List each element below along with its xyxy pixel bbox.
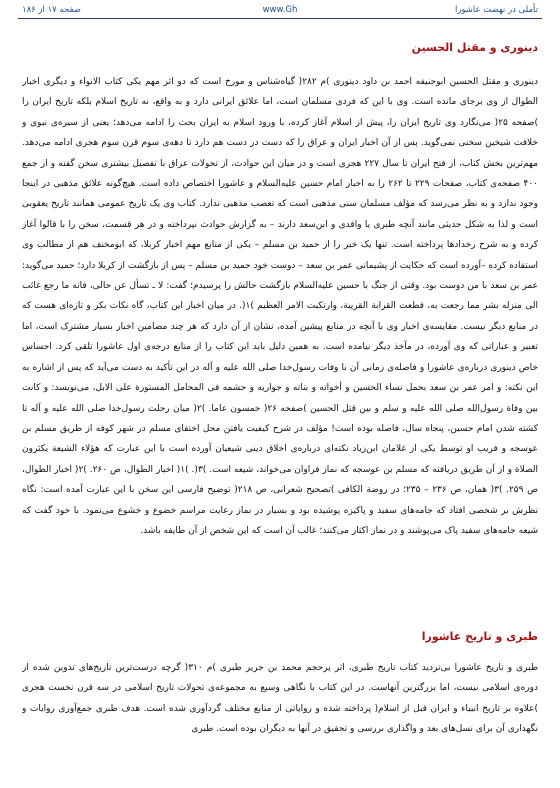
book-title: تأملی در نهضت عاشورا	[454, 5, 538, 15]
section-paragraph-tabari: طبری و تاریخ عاشورا بی‌تردید کتاب تاریخ طبری، اثر پرحجم محمد بن جریر طبری )م ۳۱۰( گرچه درست‌ترین تاریخ‌های تدوین شده از دوره‌ی اسلامی نیست، اما بزرگترین آنهاست. در این کتاب با نگاهی وسیع به مجموعه‌ی تحولات تاریخ اسلامی در سه قرن نخست هجری )علاوه بر تاریخ انبیاء و ایران قبل از اسلام( پرداخته شده و روایاتی از منابع مختلف گردآوری شده است. هدف طبری جمع‌آوری روایات و نگهداری آن برای نسل‌های بعد و واگذاری بررسی و تحقیق در آنها به دیگران بوده است. طبری	[22, 663, 538, 735]
header-divider	[18, 18, 542, 19]
section-paragraph-dinawari: دینوری و مقتل الحسین ابوحنیفه احمد بن داود دینوری )م ۲۸۲( گیاه‌شناس و مورخ است که دو اثر مهم یکی کتاب الانواء و دیگری اخبار الطوال از وی برجای مانده است. وی با این که فردی مسلمان است، اما علائق ایرانی دارد و به واقع، نه تاریخ اسلام بلکه تاریخ ایران را )صفحه ۲۵( می‌نگارد وی تاریخ ایران را، پیش از اسلام آغاز کرده، با ورود اسلام به ایران بحث را ادامه می‌دهد؛ یعنی از سیره‌ی نبوی و خلافت شیخین سخنی نمی‌گوید. پس از آن اخبار ایران و عراق را که دست در دست هم دارد تا دهه‌ی سوم قرن سوم هجری ادامه می‌دهد. مهم‌ترین بخش کتاب، از فتح ایران تا سال ۲۲۷ هجری است و در میان این حوادث، از تحولات عراق با تفصیل بیشتری سخن گفته و از جمع ۴۰۰ صفحه‌ی کتاب، صفحات ۲۲۹ تا ۲۶۲ را به اخبار امام حسین علیه‌السلام و عاشورا اختصاص داده است. هیچ‌گونه علائق مذهبی در اینجا وجود ندارد و به نظر می‌رسد که مؤلف مسلمان سنی مذهبی است که تعصب مذهبی ندارد. کتاب وی یک تاریخ عمومی همانند تاریخ یعقوبی است و لذا به شکل حدیثی مانند آنچه طبری یا واقدی و ابن‌سعد دارند – به گزارش حوادث نپرداخته و در هر قسمت، سخن را با قالوا آغاز کرده و به شرح رخدادها پرداخته است. تنها یک خبر را از حمید بن مسلم – یکی از منابع مهم اخبار کربلا، که ابومخنف هم از مطالب وی استفاده کرده –آورده است که حکایت از پشیمانی عمر بن سعد – دوست خود حمید بن مسلم – پس از بازگشت از کربلا دارد؛ حمید می‌گوید: عمر بن سعد با من دوست بود. وقتی از جنگ با حسین علیه‌السلام بازگشت حالش را پرسیدم؛ گفت: لا ـ تسأل عن حالی، فانه ما رجع غائب الی منزله بشر مما رجعت به، قطعت القرابة القریبة، وارتکبت الامر العظیم )۱(. در میان اخبار این کتاب، گاه نکات بکر و تازه‌ای هست که در منابع دیگر نیست. مقایسه‌ی اخبار وی با آنچه در منابع پیشین آمده، نشان از آن دارد که هر چند مضامین اخبار بسیار مشترک است، اما تعبیر و عباراتی که وی آورده، در مآخذ دیگر نیامده است. به همین دلیل باید این کتاب را از منابع درجه‌ی اول عاشورا تلقی کرد. احساس خاص دینوری درباره‌ی عاشورا و فاصله‌ی زمانی آن با وفات رسول‌خدا صلی الله علیه و آله در این تأکید به دست می‌آید که پس از اشاره به این نکته: و امر عمر بن سعد بحمل نساء الحسین و أخواته و بناته و جواریه و حشمه فی المحامل المستورة علی الابل، می‌نویسد: و کانت بین وفاة رسول‌الله صلی الله علیه و سلم و بین قتل الحسین )صفحه ۲۶( خمسون عاما. )۲( میان رحلت رسول‌خدا صلی الله علیه و آله تا کشته شدن امام حسین، پنجاه سال، فاصله بوده است! مؤلف در شرح کیفیت یافتن محل اختفای مسلم در شهر کوفه از طریق مسلم بن عوسجه و فریب او توسط یکی از غلامان ابن‌زیاد نکته‌ای درباره‌ی اخلاق دینی شیعیان آورده است با این عبارت که هؤلاء الشیعة یکثرون الصلاة و از آن طریق دریافته که مسلم بن عوسجه که نماز فراوان می‌خواند، شیعه است. )۳(. )۱( اخبار الطوال، ص ۲۶۰. )۲( اخبار الطوال، ص ۲۵۹. )۳( همان، ص ۲۳۶ – ۲۳۵؛ در روضة الکافی )تصحیح شعرانی، ص ۲۱۸( توضیح فارسی این سخن با این عبارت آمده است: نگاه نظرش بر شخصی افتاد که جامه‌های سفید و پاکیزه پوشیده بود و بسیار در نماز رعایت مراسم خضوع و خشوع می‌نمود. با خود گفت که شیعه جامه‌های سفید پاک می‌پوشند و در نماز اکثار می‌کنند؛ غالب آن است که این شخص از آن طایفه باشد.	[22, 77, 538, 536]
section-heading-tabari: طبری و تاریخ عاشورا	[421, 630, 538, 643]
page-header	[22, 3, 538, 19]
section-heading-dinawari: دینوری و مقتل الحسین	[411, 41, 538, 54]
website-link[interactable]: www.Gh	[262, 5, 298, 15]
page-number: صفحه ۱۷ از ۱۸۶	[22, 5, 81, 15]
